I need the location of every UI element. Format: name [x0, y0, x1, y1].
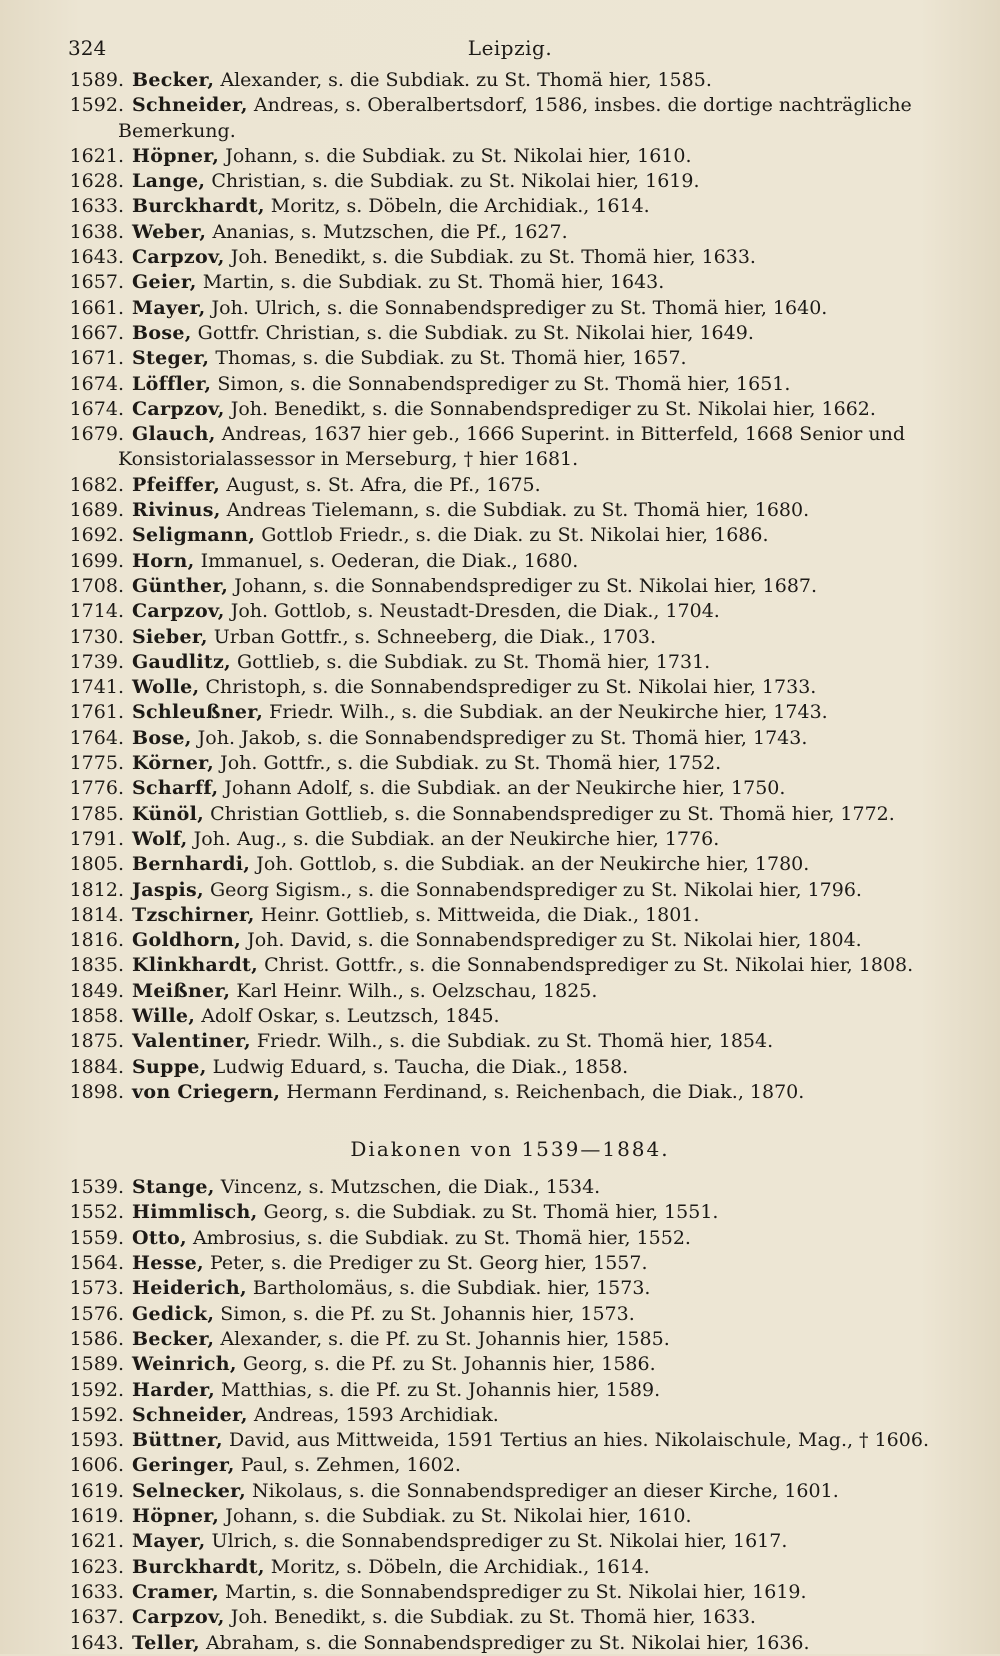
- entry-year: 1739.: [69, 650, 124, 673]
- entry-name: Sieber,: [132, 625, 208, 648]
- entry-name: Schneider,: [132, 94, 248, 117]
- entry-year: 1671.: [69, 347, 124, 370]
- list-item: [64, 751, 956, 776]
- entry-year: 1621.: [69, 1530, 124, 1553]
- entry-name: Burckhardt,: [132, 195, 265, 218]
- entry-name: Rivinus,: [132, 499, 221, 522]
- list-item: [64, 549, 956, 574]
- entry-description: Joh. Gottfr., s. die Subdiak. zu St. Thomä hier, 1752.: [214, 752, 722, 775]
- entry-year: 1682.: [69, 473, 124, 496]
- entry-name: Seligmann,: [132, 524, 256, 547]
- entry-name: Cramer,: [132, 1580, 219, 1603]
- entry-name: Jaspis,: [132, 878, 204, 901]
- list-item: [64, 422, 956, 473]
- entry-year: 1898.: [69, 1080, 124, 1103]
- list-item: [64, 144, 956, 169]
- entry-year: 1564.: [69, 1252, 124, 1275]
- entry-name: Pfeiffer,: [132, 473, 221, 496]
- entry-name: Scharff,: [132, 777, 219, 800]
- entry-name: Carpzov,: [132, 397, 225, 420]
- entry-name: Tzschirner,: [132, 903, 255, 926]
- entry-year: 1858.: [69, 1004, 124, 1027]
- entry-name: Becker,: [132, 1327, 215, 1350]
- entry-name: Horn,: [132, 549, 195, 572]
- entry-year: 1667.: [69, 321, 124, 344]
- entry-year: 1661.: [69, 296, 124, 319]
- entry-year: 1805.: [69, 853, 124, 876]
- entry-name: Geringer,: [132, 1454, 235, 1477]
- entry-description: Friedr. Wilh., s. die Subdiak. an der Neukirche hier, 1743.: [263, 701, 828, 724]
- entry-year: 1708.: [69, 574, 124, 597]
- list-item: [64, 220, 956, 245]
- entry-description: Ludwig Eduard, s. Taucha, die Diak., 1858.: [206, 1055, 629, 1078]
- entry-name: Höpner,: [132, 1505, 220, 1528]
- entry-description: Joh. Jakob, s. die Sonnabendsprediger zu St. Thomä hier, 1743.: [191, 726, 808, 749]
- list-item: [64, 1504, 956, 1529]
- list-item: [64, 321, 956, 346]
- entry-name: Steger,: [132, 347, 210, 370]
- entry-name: Schleußner,: [132, 701, 264, 724]
- entry-name: Teller,: [132, 1631, 200, 1654]
- entry-year: 1775.: [69, 752, 124, 775]
- list-item: [64, 1200, 956, 1225]
- entry-year: 1606.: [69, 1454, 124, 1477]
- entry-description: Matthias, s. die Pf. zu St. Johannis hier, 1589.: [215, 1378, 661, 1401]
- entry-description: Christ. Gottfr., s. die Sonnabendsprediger zu St. Nikolai hier, 1808.: [258, 954, 914, 977]
- entry-description: Joh. Aug., s. die Subdiak. an der Neukirche hier, 1776.: [187, 827, 720, 850]
- entry-description: David, aus Mittweida, 1591 Tertius an hies. Nikolaischule, Mag., † 1606.: [222, 1429, 929, 1452]
- entry-name: Weber,: [132, 220, 207, 243]
- entry-description: Martin, s. die Sonnabendsprediger zu St. Nikolai hier, 1619.: [218, 1580, 807, 1603]
- list-item: [64, 1352, 956, 1377]
- list-item: [64, 1276, 956, 1301]
- entry-name: Carpzov,: [132, 246, 225, 269]
- list-item: [64, 1029, 956, 1054]
- list-item: [64, 1327, 956, 1352]
- entry-name: Suppe,: [132, 1055, 207, 1078]
- entry-name: Lange,: [132, 170, 206, 193]
- list-item: [64, 726, 956, 751]
- entry-name: Bernhardi,: [132, 853, 251, 876]
- list-item: [64, 346, 956, 371]
- entry-year: 1621.: [69, 144, 124, 167]
- list-item: [64, 903, 956, 928]
- entry-name: Bose,: [132, 726, 192, 749]
- entry-year: 1573.: [69, 1277, 124, 1300]
- entry-name: Mayer,: [132, 1530, 206, 1553]
- entry-name: Wolf,: [132, 827, 188, 850]
- entry-description: Joh. David, s. die Sonnabendsprediger zu St. Nikolai hier, 1804.: [241, 929, 862, 952]
- entry-description: Friedr. Wilh., s. die Subdiak. zu St. Thomä hier, 1854.: [250, 1030, 774, 1053]
- entry-description: Andreas Tielemann, s. die Subdiak. zu St. Thomä hier, 1680.: [220, 499, 810, 522]
- list-item: [64, 1175, 956, 1200]
- entry-description: Gottlieb, s. die Subdiak. zu St. Thomä hier, 1731.: [230, 650, 711, 673]
- entry-name: Glauch,: [132, 423, 216, 446]
- entry-description: Peter, s. die Prediger zu St. Georg hier, 1557.: [203, 1252, 648, 1275]
- entry-description: Thomas, s. die Subdiak. zu St. Thomä hier, 1657.: [209, 347, 687, 370]
- entry-description: Paul, s. Zehmen, 1602.: [234, 1454, 461, 1477]
- entry-year: 1761.: [69, 701, 124, 724]
- section-heading-deacons: Diakonen von 1539—1884.: [350, 1137, 670, 1162]
- list-item: [64, 1479, 956, 1504]
- entry-name: Wille,: [132, 1004, 196, 1027]
- entry-description: Urban Gottfr., s. Schneeberg, die Diak., 1703.: [207, 625, 657, 648]
- entry-name: Körner,: [132, 752, 215, 775]
- entry-description: Alexander, s. die Subdiak. zu St. Thomä hier, 1585.: [214, 69, 712, 91]
- list-item: [64, 650, 956, 675]
- entry-year: 1628.: [69, 170, 124, 193]
- entry-description: Christian Gottlieb, s. die Sonnabendsprediger zu St. Thomä hier, 1772.: [204, 802, 895, 825]
- entry-description: Johann, s. die Subdiak. zu St. Nikolai hier, 1610.: [219, 1505, 692, 1528]
- list-item: [64, 1226, 956, 1251]
- entry-year: 1539.: [69, 1176, 124, 1199]
- entry-year: 1638.: [69, 220, 124, 243]
- entry-name: Wolle,: [132, 676, 200, 699]
- entry-description: Moritz, s. Döbeln, die Archidiak., 1614.: [264, 1555, 650, 1578]
- entry-name: Valentiner,: [132, 1030, 251, 1053]
- list-item: [64, 296, 956, 321]
- entry-year: 1679.: [69, 423, 124, 446]
- entry-name: Himmlisch,: [132, 1201, 258, 1224]
- entry-name: Selnecker,: [132, 1479, 246, 1502]
- list-item: [64, 1631, 956, 1656]
- list-item: [64, 1302, 956, 1327]
- entry-year: 1764.: [69, 726, 124, 749]
- entry-name: Harder,: [132, 1378, 215, 1401]
- list-item: [64, 523, 956, 548]
- entry-year: 1692.: [69, 524, 124, 547]
- entry-year: 1835.: [69, 954, 124, 977]
- entry-year: 1633.: [69, 1580, 124, 1603]
- list-item: [64, 675, 956, 700]
- entry-name: Gedick,: [132, 1302, 215, 1325]
- entry-year: 1592.: [69, 94, 124, 117]
- entry-year: 1633.: [69, 195, 124, 218]
- entry-description: Georg, s. die Subdiak. zu St. Thomä hier, 1551.: [257, 1201, 719, 1224]
- list-item: [64, 625, 956, 650]
- list-item: [64, 953, 956, 978]
- entry-description: Joh. Gottlob, s. die Subdiak. an der Neukirche hier, 1780.: [250, 853, 810, 876]
- entry-description: Bartholomäus, s. die Subdiak. hier, 1573.: [246, 1277, 651, 1300]
- entry-description: Nikolaus, s. die Sonnabendsprediger an dieser Kirche, 1601.: [246, 1479, 839, 1502]
- entry-description: Johann, s. die Sonnabendsprediger zu St. Nikolai hier, 1687.: [228, 574, 818, 597]
- entry-name: von Criegern,: [132, 1080, 281, 1103]
- list-item: [64, 473, 956, 498]
- entry-description: Georg Sigism., s. die Sonnabendsprediger zu St. Nikolai hier, 1796.: [203, 878, 862, 901]
- entry-name: Klinkhardt,: [132, 954, 259, 977]
- entry-description: Simon, s. die Sonnabendsprediger zu St. Thomä hier, 1651.: [211, 372, 791, 395]
- entry-year: 1814.: [69, 903, 124, 926]
- list-item: [64, 245, 956, 270]
- entry-description: Vincenz, s. Mutzschen, die Diak., 1534.: [214, 1176, 601, 1199]
- list-item: [64, 700, 956, 725]
- entry-name: Schneider,: [132, 1403, 248, 1426]
- entry-description: Hermann Ferdinand, s. Reichenbach, die Diak., 1870.: [280, 1080, 805, 1103]
- entry-description: Gottlob Friedr., s. die Diak. zu St. Nikolai hier, 1686.: [255, 524, 769, 547]
- running-head-city: Leipzig.: [467, 36, 553, 60]
- entry-year: 1637.: [69, 1606, 124, 1629]
- entry-name: Künöl,: [132, 802, 205, 825]
- entry-year: 1592.: [69, 1403, 124, 1426]
- entry-description: August, s. St. Afra, die Pf., 1675.: [220, 473, 541, 496]
- entry-description: Johann Adolf, s. die Subdiak. an der Neukirche hier, 1750.: [218, 777, 786, 800]
- list-item: [64, 1428, 956, 1453]
- entry-name: Carpzov,: [132, 1606, 225, 1629]
- entry-name: Büttner,: [132, 1429, 223, 1452]
- list-item: [64, 1453, 956, 1478]
- entry-description: Alexander, s. die Pf. zu St. Johannis hier, 1585.: [214, 1327, 670, 1350]
- list-item: [64, 1403, 956, 1428]
- entry-name: Bose,: [132, 321, 192, 344]
- entry-description: Andreas, 1637 hier geb., 1666 Superint. in Bitterfeld, 1668 Senior und Konsistorialassessor in Merseburg, † hier 1681.: [118, 423, 905, 471]
- entry-name: Höpner,: [132, 144, 220, 167]
- entry-description: Immanuel, s. Oederan, die Diak., 1680.: [194, 549, 579, 572]
- entry-description: Joh. Benedikt, s. die Sonnabendsprediger zu St. Nikolai hier, 1662.: [224, 397, 876, 420]
- deacon-list: [64, 1175, 956, 1656]
- archdeacon-list: [64, 68, 956, 1105]
- entry-year: 1674.: [69, 397, 124, 420]
- entry-description: Joh. Benedikt, s. die Subdiak. zu St. Thomä hier, 1633.: [224, 1606, 756, 1629]
- list-item: [64, 827, 956, 852]
- page-header: [64, 30, 956, 68]
- entry-year: 1674.: [69, 372, 124, 395]
- list-item: [64, 169, 956, 194]
- entry-year: 1791.: [69, 827, 124, 850]
- entry-name: Heiderich,: [132, 1277, 247, 1300]
- entry-name: Günther,: [132, 574, 229, 597]
- entry-year: 1593.: [69, 1429, 124, 1452]
- entry-description: Martin, s. die Subdiak. zu St. Thomä hier, 1643.: [196, 271, 665, 294]
- entry-description: Adolf Oskar, s. Leutzsch, 1845.: [195, 1004, 500, 1027]
- entry-description: Joh. Benedikt, s. die Subdiak. zu St. Thomä hier, 1633.: [224, 246, 756, 269]
- entry-year: 1741.: [69, 676, 124, 699]
- entry-description: Joh. Gottlob, s. Neustadt-Dresden, die Diak., 1704.: [224, 600, 720, 623]
- entry-year: 1552.: [69, 1201, 124, 1224]
- entry-name: Carpzov,: [132, 600, 225, 623]
- entry-year: 1812.: [69, 878, 124, 901]
- entry-year: 1776.: [69, 777, 124, 800]
- list-item: [64, 1055, 956, 1080]
- entry-description: Gottfr. Christian, s. die Subdiak. zu St. Nikolai hier, 1649.: [191, 321, 754, 344]
- entry-year: 1559.: [69, 1226, 124, 1249]
- list-item: [64, 1529, 956, 1554]
- entry-description: Ulrich, s. die Sonnabendsprediger zu St. Nikolai hier, 1617.: [205, 1530, 788, 1553]
- entry-year: 1586.: [69, 1327, 124, 1350]
- entry-year: 1689.: [69, 499, 124, 522]
- entry-description: Simon, s. die Pf. zu St. Johannis hier, 1573.: [214, 1302, 635, 1325]
- list-item: [64, 1580, 956, 1605]
- entry-name: Mayer,: [132, 296, 206, 319]
- entry-year: 1730.: [69, 625, 124, 648]
- entry-description: Ambrosius, s. die Subdiak. zu St. Thomä hier, 1552.: [186, 1226, 691, 1249]
- entry-description: Abraham, s. die Sonnabendsprediger zu St. Nikolai hier, 1636.: [199, 1631, 810, 1654]
- list-item: [64, 194, 956, 219]
- entry-description: Andreas, 1593 Archidiak.: [247, 1403, 499, 1426]
- entry-name: Löffler,: [132, 372, 212, 395]
- entry-description: Heinr. Gottlieb, s. Mittweida, die Diak., 1801.: [254, 903, 700, 926]
- entry-year: 1714.: [69, 600, 124, 623]
- entry-year: 1643.: [69, 1631, 124, 1654]
- entry-year: 1619.: [69, 1505, 124, 1528]
- list-item: [64, 979, 956, 1004]
- entry-name: Gaudlitz,: [132, 650, 231, 673]
- list-item: [64, 776, 956, 801]
- entry-year: 1657.: [69, 271, 124, 294]
- list-item: [64, 1251, 956, 1276]
- list-item: [64, 928, 956, 953]
- entry-name: Hesse,: [132, 1252, 204, 1275]
- list-item: [64, 878, 956, 903]
- entry-description: Moritz, s. Döbeln, die Archidiak., 1614.: [264, 195, 650, 218]
- list-item: [64, 397, 956, 422]
- entry-year: 1643.: [69, 246, 124, 269]
- entry-description: Joh. Ulrich, s. die Sonnabendsprediger zu St. Thomä hier, 1640.: [205, 296, 828, 319]
- list-item: [64, 1080, 956, 1105]
- entry-year: 1699.: [69, 549, 124, 572]
- entry-description: Georg, s. die Pf. zu St. Johannis hier, 1586.: [236, 1353, 656, 1376]
- entry-year: 1589.: [69, 69, 124, 91]
- list-item: [64, 802, 956, 827]
- entry-description: Johann, s. die Subdiak. zu St. Nikolai hier, 1610.: [219, 144, 692, 167]
- list-item: [64, 68, 956, 93]
- entry-year: 1576.: [69, 1302, 124, 1325]
- entry-description: Karl Heinr. Wilh., s. Oelzschau, 1825.: [230, 979, 598, 1002]
- entry-name: Goldhorn,: [132, 929, 242, 952]
- entry-year: 1884.: [69, 1055, 124, 1078]
- entry-name: Weinrich,: [132, 1353, 237, 1376]
- list-item: [64, 574, 956, 599]
- entry-year: 1592.: [69, 1378, 124, 1401]
- entry-year: 1623.: [69, 1555, 124, 1578]
- entry-year: 1785.: [69, 802, 124, 825]
- entry-name: Otto,: [132, 1226, 187, 1249]
- entry-year: 1589.: [69, 1353, 124, 1376]
- list-item: [64, 372, 956, 397]
- entry-year: 1849.: [69, 979, 124, 1002]
- list-item: [64, 852, 956, 877]
- entry-description: Christian, s. die Subdiak. zu St. Nikolai hier, 1619.: [205, 170, 700, 193]
- entry-description: Christoph, s. die Sonnabendsprediger zu St. Nikolai hier, 1733.: [199, 676, 817, 699]
- list-item: [64, 498, 956, 523]
- entry-name: Geier,: [132, 271, 197, 294]
- list-item: [64, 1378, 956, 1403]
- entry-year: 1875.: [69, 1030, 124, 1053]
- entry-year: 1816.: [69, 929, 124, 952]
- page-number: 324: [68, 36, 107, 60]
- entry-name: Becker,: [132, 69, 215, 91]
- entry-description: Ananias, s. Mutzschen, die Pf., 1627.: [206, 220, 568, 243]
- list-item: [64, 270, 956, 295]
- entry-name: Burckhardt,: [132, 1555, 265, 1578]
- entry-name: Meißner,: [132, 979, 231, 1002]
- entry-year: 1619.: [69, 1479, 124, 1502]
- list-item: [64, 1004, 956, 1029]
- list-item: [64, 1605, 956, 1630]
- entry-name: Stange,: [132, 1176, 215, 1199]
- list-item: [64, 599, 956, 624]
- list-item: [64, 1555, 956, 1580]
- entry-description: Andreas, s. Oberalbertsdorf, 1586, insbes. die dortige nachträgliche Bemerkung.: [118, 94, 912, 142]
- list-item: [64, 93, 956, 144]
